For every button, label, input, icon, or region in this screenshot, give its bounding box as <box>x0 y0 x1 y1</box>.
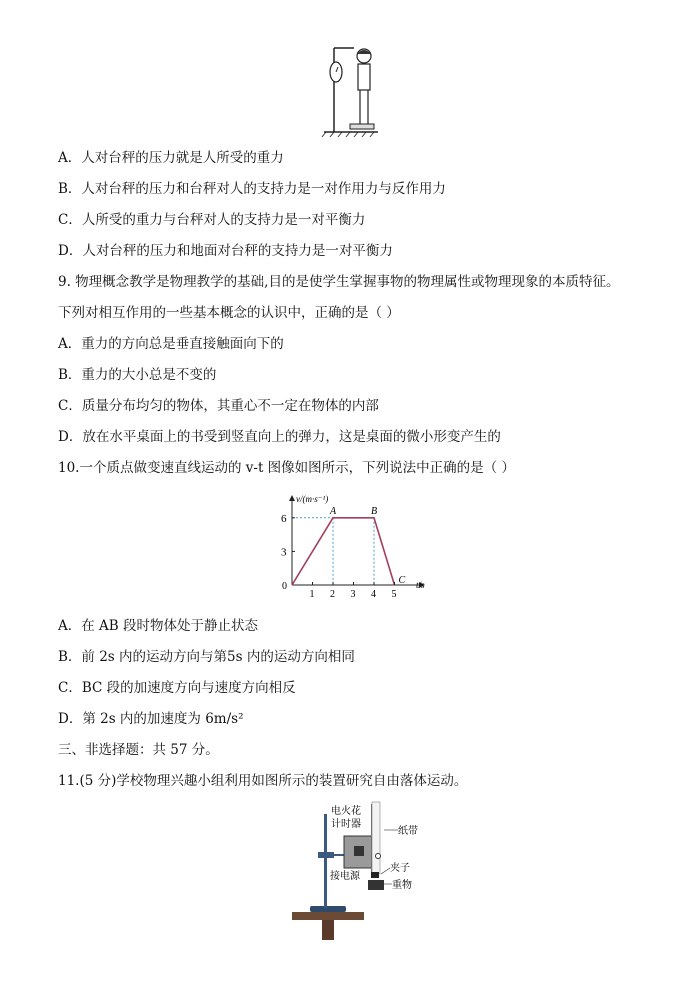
x-tick-label: 2 <box>330 589 335 600</box>
q9-stem-line-1: 9. 物理概念教学是物理教学的基础,目的是使学生掌握事物的物理属性或物理现象的本质特征。 <box>58 274 620 290</box>
q10-stem: 10.一个质点做变速直线运动的 v-t 图像如图所示，下列说法中正确的是（ ） <box>58 460 515 476</box>
x-tick-label: 4 <box>371 589 376 600</box>
x-tick-label: 1 <box>309 589 315 600</box>
q9-stem-line-2: 下列对相互作用的一些基本概念的认识中，正确的是（ ） <box>58 305 400 321</box>
q10-option-a: A．在 AB 段时物体处于静止状态 <box>58 618 259 634</box>
q9-option-b: B．重力的大小总是不变的 <box>58 367 217 383</box>
point-label-B: B <box>371 505 378 517</box>
section-3-heading: 三、非选择题：共 57 分。 <box>58 742 219 758</box>
label-weight: 重物 <box>392 880 412 891</box>
q11-stem: 11.(5 分)学校物理兴趣小组利用如图所示的装置研究自由落体运动。 <box>58 773 468 789</box>
y-axis-label: v/(m·s⁻¹) <box>296 494 329 504</box>
q9-option-c: C．质量分布均匀的物体，其重心不一定在物体的内部 <box>58 398 379 414</box>
label-tape: 纸带 <box>398 826 418 837</box>
vt-chart <box>278 490 438 602</box>
q9-option-a: A．重力的方向总是垂直接触面向下的 <box>58 336 284 352</box>
series-line <box>292 518 395 585</box>
origin-label: 0 <box>282 581 287 592</box>
person-on-scale-figure <box>320 42 380 138</box>
label-power: 接电源 <box>330 871 360 882</box>
y-tick-label: 6 <box>281 512 287 525</box>
label-timer-2: 计时器 <box>331 819 361 830</box>
q8-option-c: C．人所受的重力与台秤对人的支持力是一对平衡力 <box>58 212 366 228</box>
vt-chart-svg <box>278 490 438 602</box>
q8-option-a: A．人对台秤的压力就是人所受的重力 <box>58 150 284 166</box>
x-tick-label: 5 <box>391 589 397 600</box>
q8-option-d: D．人对台秤的压力和地面对台秤的支持力是一对平衡力 <box>58 243 393 259</box>
label-timer-1: 电火花 <box>331 806 361 817</box>
q10-option-d: D．第 2s 内的加速度为 6m/s² <box>58 711 244 727</box>
label-clip: 夹子 <box>390 863 410 874</box>
q10-option-b: B．前 2s 内的运动方向与第5s 内的运动方向相同 <box>58 649 355 665</box>
point-label-C: C <box>398 575 406 586</box>
free-fall-apparatus-figure <box>288 800 438 943</box>
x-axis-label: t/s <box>416 580 425 590</box>
q10-option-c: C．BC 段的加速度方向与速度方向相反 <box>58 680 296 696</box>
y-tick-label: 3 <box>281 546 287 559</box>
q8-option-b: B．人对台秤的压力和台秤对人的支持力是一对作用力与反作用力 <box>58 181 446 197</box>
point-label-A: A <box>330 505 337 517</box>
q9-option-d: D．放在水平桌面上的书受到竖直向上的弹力，这是桌面的微小形变产生的 <box>58 429 501 445</box>
x-tick-label: 3 <box>350 589 356 600</box>
